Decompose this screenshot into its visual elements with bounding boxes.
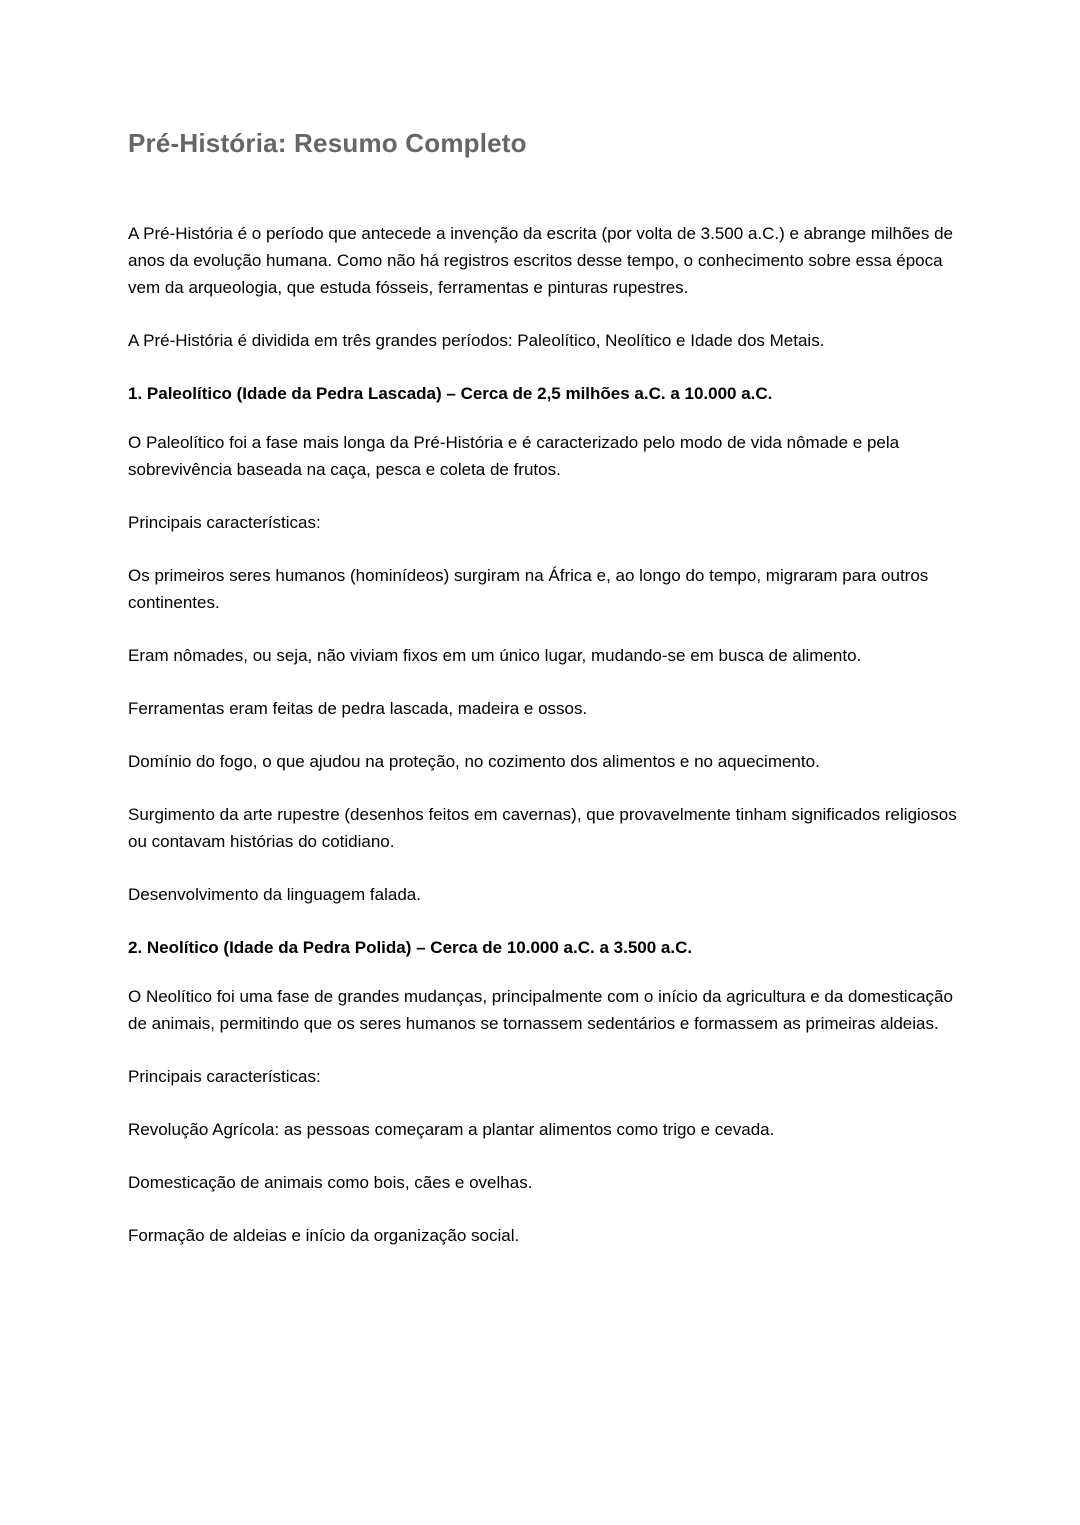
paragraph: Principais características: bbox=[128, 1067, 321, 1086]
paragraph: A Pré-História é dividida em três grandes períodos: Paleolítico, Neolítico e Idade dos Metais. bbox=[128, 331, 825, 350]
paragraph: Domesticação de animais como bois, cães e ovelhas. bbox=[128, 1173, 533, 1192]
paragraph: Desenvolvimento da linguagem falada. bbox=[128, 885, 421, 904]
section-heading: 2. Neolítico (Idade da Pedra Polida) – Cerca de 10.000 a.C. a 3.500 a.C. bbox=[128, 938, 693, 957]
paragraph: O Neolítico foi uma fase de grandes mudanças, principalmente com o início da agricultura e da domesticação de animais, permitindo que os seres humanos se tornassem sedentários e formassem as primeiras aldeias. bbox=[128, 987, 953, 1033]
paragraph: Surgimento da arte rupestre (desenhos feitos em cavernas), que provavelmente tinham significados religiosos ou contavam histórias do cotidiano. bbox=[128, 805, 957, 851]
paragraph: Os primeiros seres humanos (hominídeos) surgiram na África e, ao longo do tempo, migraram para outros continentes. bbox=[128, 566, 929, 612]
paragraph: O Paleolítico foi a fase mais longa da Pré-História e é caracterizado pelo modo de vida nômade e pela sobrevivência baseada na caça, pesca e coleta de frutos. bbox=[128, 433, 900, 479]
paragraph: Revolução Agrícola: as pessoas começaram a plantar alimentos como trigo e cevada. bbox=[128, 1120, 775, 1139]
paragraph: Eram nômades, ou seja, não viviam fixos em um único lugar, mudando-se em busca de alimento. bbox=[128, 646, 862, 665]
paragraph: Domínio do fogo, o que ajudou na proteção, no cozimento dos alimentos e no aquecimento. bbox=[128, 752, 820, 771]
paragraph: Principais características: bbox=[128, 513, 321, 532]
document-title: Pré-História: Resumo Completo bbox=[128, 128, 527, 158]
document-body bbox=[128, 220, 958, 1249]
section-heading: 1. Paleolítico (Idade da Pedra Lascada) – Cerca de 2,5 milhões a.C. a 10.000 a.C. bbox=[128, 384, 773, 403]
paragraph: Formação de aldeias e início da organização social. bbox=[128, 1226, 520, 1245]
paragraph: A Pré-História é o período que antecede a invenção da escrita (por volta de 3.500 a.C.) e abrange milhões de anos da evolução humana. Como não há registros escritos desse tempo, o conhecimento sobre essa época vem da arqueologia, que estuda fósseis, ferramentas e pinturas rupestres. bbox=[128, 224, 954, 297]
paragraph: Ferramentas eram feitas de pedra lascada, madeira e ossos. bbox=[128, 699, 588, 718]
